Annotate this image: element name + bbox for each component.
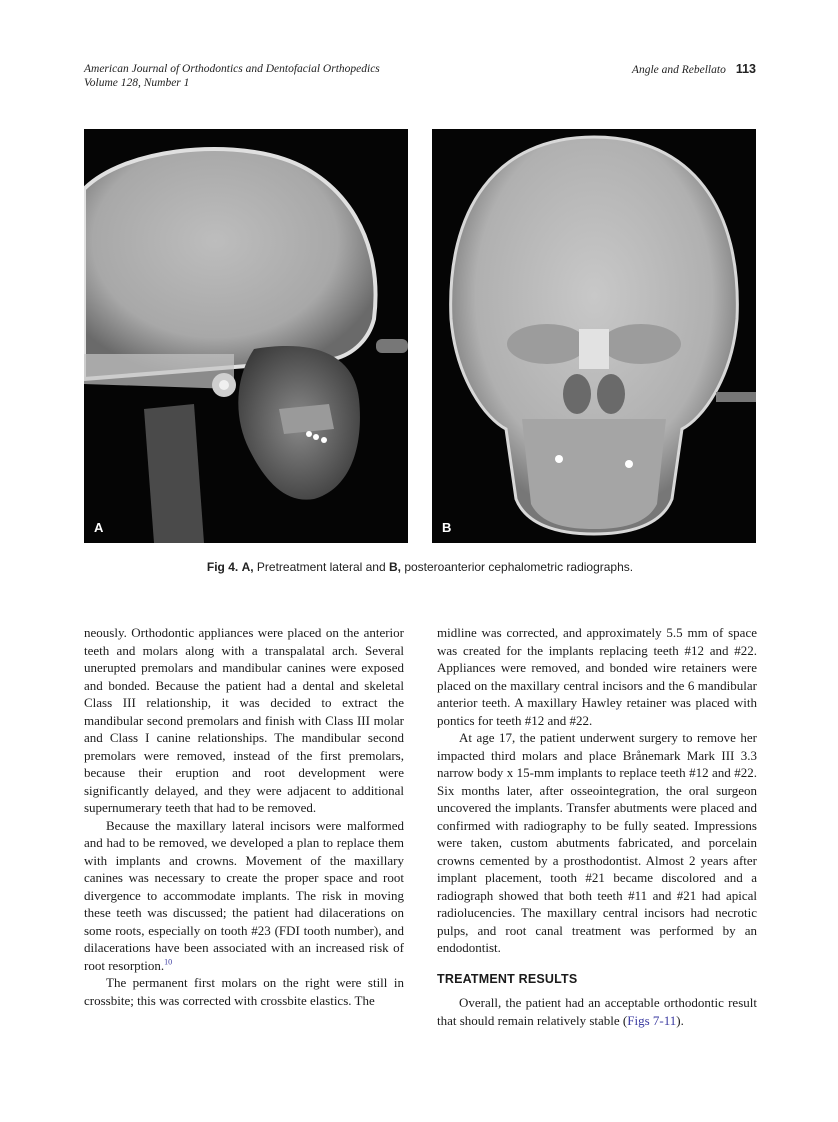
caption-b-label: B,: [388, 560, 401, 574]
section-heading-treatment-results: TREATMENT RESULTS: [437, 971, 578, 986]
journal-title: American Journal of Orthodontics and Dentofacial Orthopedics: [84, 63, 380, 75]
running-head-left: [84, 62, 380, 90]
body-right-column: [437, 624, 757, 1029]
body-left-column: [84, 624, 404, 1009]
figure-caption: [84, 560, 756, 574]
journal-volume: Volume 128, Number 1: [84, 77, 190, 89]
paragraph: The permanent first molars on the right were still in crossbite; this was corrected with crossbite elastics. The: [84, 975, 404, 1008]
lateral-skull-xray-image: [84, 129, 408, 543]
running-head-right: [632, 62, 756, 77]
paragraph-text: Overall, the patient had an acceptable orthodontic result that should remain relatively stable (: [437, 995, 757, 1028]
paragraph: [84, 817, 404, 975]
figure-reference-link[interactable]: Figs 7-11: [627, 1012, 677, 1028]
caption-b-text: posteroanterior cephalometric radiographs.: [400, 560, 634, 574]
frontal-skull-xray-image: [432, 129, 756, 543]
caption-fig-label: Fig 4.: [206, 560, 239, 574]
paragraph: At age 17, the patient underwent surgery to remove her impacted third molars and place Brånemark Mark III 3.3 narrow body x 15-mm implants to replace teeth #12 and #22. Six months later, after osseointegration, the oral surgeon uncovered the implants. Transfer abutments were placed and confirmed with radiography to be fully seated. Impressions were taken, custom abutments fabricated, and porcelain crowns cemented by a prosthodontist. Almost 2 years after implant placement, tooth #21 became discolored and a radiograph showed that both teeth #11 and #21 had apical radiolucencies. The maxillary central incisors had necrotic pulps, and root canal treatment was performed by an endodontist.: [437, 730, 757, 955]
panel-label-a: A: [94, 520, 104, 535]
figure-panel-a-lateral-radiograph: [84, 129, 408, 543]
paragraph-text-end: ).: [676, 1012, 684, 1028]
reference-link[interactable]: 10: [164, 957, 173, 967]
paragraph-text: Because the maxillary lateral incisors were malformed and had to be removed, we developed a plan to replace them with implants and crowns. Movement of the maxillary canines was necessary to create the proper space and root divergence to accommodate implants. The risk in moving these teeth was discussed; the patient had dilacerations on some roots, especially on tooth #23 (FDI tooth number), and dilacerations have been associated with an increased risk of root resorption.: [84, 817, 404, 973]
paragraph: neously. Orthodontic appliances were placed on the anterior teeth and molars along with a transpalatal arch. Several unerupted premolars and mandibular canines were exposed and bonded. Because the patient had a dental and skeletal Class III relationship, it was decided to extract the mandibular second premolars and finish with Class III molar and Class I canine relationships. The mandibular second premolars were removed, instead of the first premolars, because their eruption and root development were significantly delayed, and they were adjacent to additional supernumerary teeth that had to be removed.: [84, 625, 404, 815]
page-number: 113: [735, 62, 756, 76]
caption-a-label: A,: [241, 560, 254, 574]
caption-a-text: Pretreatment lateral and: [253, 560, 389, 574]
paragraph: [437, 994, 757, 1029]
figure-panel-b-posteroanterior-radiograph: [432, 129, 756, 543]
paragraph: midline was corrected, and approximately 5.5 mm of space was created for the implants replacing teeth #12 and #22. Appliances were removed, and bonded wire retainers were placed on the maxillary central incisors and the 6 mandibular anterior teeth. A maxillary Hawley retainer was placed with pontics for teeth #12 and #22.: [437, 625, 757, 728]
authors: Angle and Rebellato: [631, 64, 726, 76]
panel-label-b: B: [442, 520, 452, 535]
